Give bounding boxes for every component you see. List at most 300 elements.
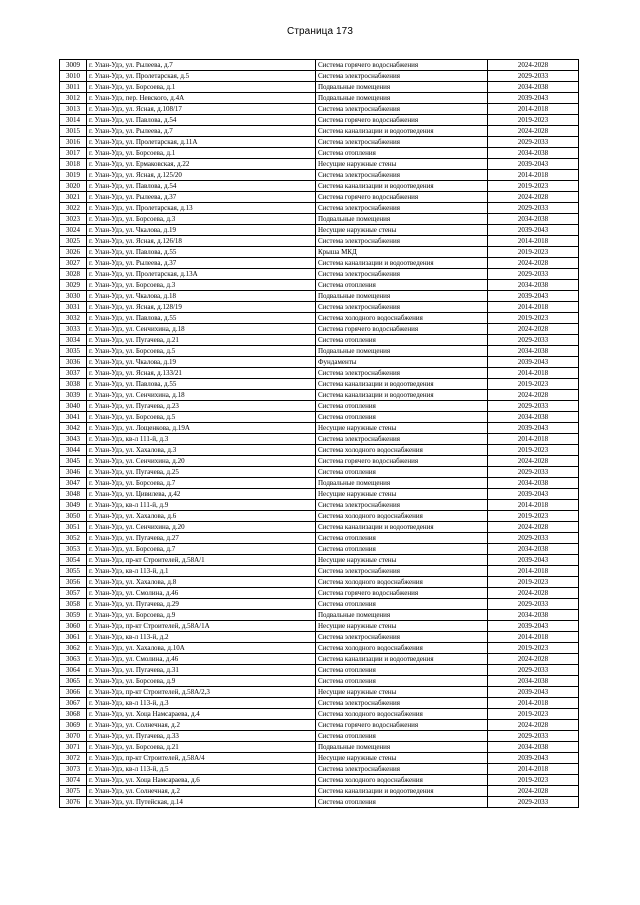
work-type: Несущие наружные стены	[316, 159, 488, 170]
table-row	[60, 93, 579, 104]
house-address: г. Улан-Удэ, ул. Павлова, д.55	[87, 247, 316, 258]
house-address: г. Улан-Удэ, ул. Солнечная, д.2	[87, 720, 316, 731]
row-number: 3055	[60, 566, 87, 577]
repair-period: 2034-2038	[488, 478, 579, 489]
repair-period: 2014-2018	[488, 434, 579, 445]
repair-period: 2034-2038	[488, 280, 579, 291]
table-row	[60, 588, 579, 599]
repair-period: 2029-2033	[488, 797, 579, 808]
house-address: г. Улан-Удэ, ул. Пугачева, д.29	[87, 599, 316, 610]
house-address: г. Улан-Удэ, пр-кт Строителей, д.58А/4	[87, 753, 316, 764]
table-row	[60, 764, 579, 775]
work-type: Система электроснабжения	[316, 203, 488, 214]
table-row	[60, 181, 579, 192]
repair-period: 2039-2043	[488, 159, 579, 170]
repair-period: 2034-2038	[488, 346, 579, 357]
house-address: г. Улан-Удэ, ул. Борсоева, д.7	[87, 544, 316, 555]
house-address: г. Улан-Удэ, ул. Пугачева, д.25	[87, 467, 316, 478]
house-address: г. Улан-Удэ, ул. Пугачева, д.33	[87, 731, 316, 742]
row-number: 3041	[60, 412, 87, 423]
table-row	[60, 478, 579, 489]
row-number: 3018	[60, 159, 87, 170]
row-number: 3012	[60, 93, 87, 104]
work-type: Несущие наружные стены	[316, 621, 488, 632]
repair-period: 2014-2018	[488, 302, 579, 313]
table-row	[60, 467, 579, 478]
work-type: Система отопления	[316, 401, 488, 412]
house-address: г. Улан-Удэ, ул. Пролетарская, д.13А	[87, 269, 316, 280]
row-number: 3076	[60, 797, 87, 808]
repair-period: 2034-2038	[488, 148, 579, 159]
house-address: г. Улан-Удэ, ул. Лощенкова, д.19А	[87, 423, 316, 434]
table-row	[60, 137, 579, 148]
work-type: Фундаменты	[316, 357, 488, 368]
house-address: г. Улан-Удэ, ул. Рылеева, д.7	[87, 60, 316, 71]
repair-period: 2034-2038	[488, 214, 579, 225]
house-address: г. Улан-Удэ, ул. Павлова, д.55	[87, 379, 316, 390]
row-number: 3039	[60, 390, 87, 401]
table-row	[60, 709, 579, 720]
repair-period: 2034-2038	[488, 676, 579, 687]
row-number: 3025	[60, 236, 87, 247]
table-row	[60, 71, 579, 82]
house-address: г. Улан-Удэ, ул. Рылеева, д.37	[87, 258, 316, 269]
table-row	[60, 357, 579, 368]
row-number: 3040	[60, 401, 87, 412]
row-number: 3051	[60, 522, 87, 533]
work-type: Система электроснабжения	[316, 500, 488, 511]
repair-period: 2024-2028	[488, 126, 579, 137]
repair-period: 2024-2028	[488, 456, 579, 467]
repair-period: 2019-2023	[488, 247, 579, 258]
row-number: 3047	[60, 478, 87, 489]
work-type: Система электроснабжения	[316, 632, 488, 643]
table-row	[60, 236, 579, 247]
row-number: 3073	[60, 764, 87, 775]
repair-period: 2019-2023	[488, 775, 579, 786]
house-address: г. Улан-Удэ, кв-л 113-й, д.2	[87, 632, 316, 643]
work-type: Система отопления	[316, 148, 488, 159]
work-type: Система электроснабжения	[316, 434, 488, 445]
table-row	[60, 159, 579, 170]
house-address: г. Улан-Удэ, ул. Солнечная, д.2	[87, 786, 316, 797]
repair-period: 2024-2028	[488, 258, 579, 269]
row-number: 3067	[60, 698, 87, 709]
house-address: г. Улан-Удэ, ул. Хахалова, д.6	[87, 511, 316, 522]
row-number: 3063	[60, 654, 87, 665]
row-number: 3058	[60, 599, 87, 610]
house-address: г. Улан-Удэ, ул. Хоца Намсараева, д.6	[87, 775, 316, 786]
table-row	[60, 533, 579, 544]
repair-period: 2029-2033	[488, 533, 579, 544]
row-number: 3072	[60, 753, 87, 764]
house-address: г. Улан-Удэ, ул. Рылеева, д.37	[87, 192, 316, 203]
work-type: Система отопления	[316, 412, 488, 423]
repair-period: 2039-2043	[488, 687, 579, 698]
table-row	[60, 247, 579, 258]
repair-period: 2024-2028	[488, 324, 579, 335]
house-address: г. Улан-Удэ, ул. Хахалова, д.10А	[87, 643, 316, 654]
house-address: г. Улан-Удэ, ул. Борсоева, д.9	[87, 610, 316, 621]
row-number: 3062	[60, 643, 87, 654]
work-type: Система холодного водоснабжения	[316, 643, 488, 654]
row-number: 3071	[60, 742, 87, 753]
table-row	[60, 82, 579, 93]
work-type: Система отопления	[316, 676, 488, 687]
repair-period: 2024-2028	[488, 390, 579, 401]
row-number: 3052	[60, 533, 87, 544]
table-row	[60, 731, 579, 742]
row-number: 3074	[60, 775, 87, 786]
row-number: 3037	[60, 368, 87, 379]
work-type: Система горячего водоснабжения	[316, 115, 488, 126]
house-address: г. Улан-Удэ, ул. Пугачева, д.31	[87, 665, 316, 676]
repair-period: 2019-2023	[488, 577, 579, 588]
work-type: Система горячего водоснабжения	[316, 456, 488, 467]
repair-period: 2024-2028	[488, 522, 579, 533]
work-type: Система канализации и водоотведения	[316, 379, 488, 390]
house-address: г. Улан-Удэ, ул. Цивилева, д.42	[87, 489, 316, 500]
repair-period: 2029-2033	[488, 203, 579, 214]
house-address: г. Улан-Удэ, ул. Павлова, д.54	[87, 181, 316, 192]
work-type: Система горячего водоснабжения	[316, 324, 488, 335]
work-type: Подвальные помещения	[316, 610, 488, 621]
repair-period: 2019-2023	[488, 643, 579, 654]
table-row	[60, 676, 579, 687]
work-type: Система холодного водоснабжения	[316, 577, 488, 588]
repair-period: 2019-2023	[488, 511, 579, 522]
row-number: 3045	[60, 456, 87, 467]
repair-period: 2039-2043	[488, 291, 579, 302]
row-number: 3070	[60, 731, 87, 742]
house-address: г. Улан-Удэ, ул. Борсоева, д.5	[87, 412, 316, 423]
table-row	[60, 60, 579, 71]
row-number: 3029	[60, 280, 87, 291]
work-type: Система горячего водоснабжения	[316, 60, 488, 71]
repair-period: 2029-2033	[488, 665, 579, 676]
repair-period: 2029-2033	[488, 401, 579, 412]
table-row	[60, 313, 579, 324]
row-number: 3016	[60, 137, 87, 148]
row-number: 3009	[60, 60, 87, 71]
table-row	[60, 797, 579, 808]
row-number: 3028	[60, 269, 87, 280]
table-row	[60, 643, 579, 654]
table-row	[60, 566, 579, 577]
house-address: г. Улан-Удэ, пр-кт Строителей, д.58А/1А	[87, 621, 316, 632]
table-row	[60, 423, 579, 434]
work-type: Подвальные помещения	[316, 214, 488, 225]
repair-period: 2024-2028	[488, 654, 579, 665]
table-row	[60, 489, 579, 500]
work-type: Система отопления	[316, 731, 488, 742]
repair-period: 2019-2023	[488, 313, 579, 324]
work-type: Подвальные помещения	[316, 478, 488, 489]
repair-period: 2029-2033	[488, 335, 579, 346]
table-row	[60, 214, 579, 225]
work-type: Несущие наружные стены	[316, 423, 488, 434]
house-address: г. Улан-Удэ, кв-л 111-й, д.9	[87, 500, 316, 511]
table-row	[60, 390, 579, 401]
table-row	[60, 720, 579, 731]
repair-period: 2014-2018	[488, 632, 579, 643]
table-row	[60, 170, 579, 181]
work-type: Система канализации и водоотведения	[316, 786, 488, 797]
house-address: г. Улан-Удэ, ул. Ясная, д.128/19	[87, 302, 316, 313]
work-type: Система отопления	[316, 797, 488, 808]
house-address: г. Улан-Удэ, кв-л 111-й, д.3	[87, 434, 316, 445]
repair-period: 2034-2038	[488, 610, 579, 621]
table-row	[60, 104, 579, 115]
work-type: Система электроснабжения	[316, 566, 488, 577]
house-address: г. Улан-Удэ, ул. Борсоева, д.3	[87, 214, 316, 225]
work-type: Система горячего водоснабжения	[316, 720, 488, 731]
work-type: Система электроснабжения	[316, 698, 488, 709]
table-row	[60, 126, 579, 137]
table-row	[60, 401, 579, 412]
row-number: 3014	[60, 115, 87, 126]
row-number: 3033	[60, 324, 87, 335]
row-number: 3059	[60, 610, 87, 621]
row-number: 3057	[60, 588, 87, 599]
work-type: Система холодного водоснабжения	[316, 511, 488, 522]
table-row	[60, 203, 579, 214]
house-address: г. Улан-Удэ, ул. Пролетарская, д.5	[87, 71, 316, 82]
table-row	[60, 577, 579, 588]
house-address: г. Улан-Удэ, ул. Ясная, д.108/17	[87, 104, 316, 115]
work-type: Система горячего водоснабжения	[316, 588, 488, 599]
row-number: 3010	[60, 71, 87, 82]
table-row	[60, 786, 579, 797]
house-address: г. Улан-Удэ, ул. Сенчихина, д.18	[87, 324, 316, 335]
house-address: г. Улан-Удэ, ул. Сенчихина, д.20	[87, 456, 316, 467]
row-number: 3031	[60, 302, 87, 313]
row-number: 3022	[60, 203, 87, 214]
work-type: Система отопления	[316, 335, 488, 346]
work-type: Подвальные помещения	[316, 742, 488, 753]
table-row	[60, 192, 579, 203]
table-row	[60, 456, 579, 467]
work-type: Система электроснабжения	[316, 368, 488, 379]
repair-period: 2034-2038	[488, 544, 579, 555]
house-address: г. Улан-Удэ, ул. Борсоева, д.21	[87, 742, 316, 753]
repair-period: 2039-2043	[488, 225, 579, 236]
table-row	[60, 632, 579, 643]
repair-period: 2039-2043	[488, 357, 579, 368]
house-address: г. Улан-Удэ, ул. Смолина, д.46	[87, 654, 316, 665]
table-body	[60, 60, 579, 808]
row-number: 3027	[60, 258, 87, 269]
house-address: г. Улан-Удэ, ул. Чкалова, д.19	[87, 357, 316, 368]
repair-period: 2029-2033	[488, 599, 579, 610]
work-type: Система отопления	[316, 544, 488, 555]
work-type: Система электроснабжения	[316, 71, 488, 82]
table-row	[60, 742, 579, 753]
repair-period: 2039-2043	[488, 621, 579, 632]
work-type: Несущие наружные стены	[316, 687, 488, 698]
house-address: г. Улан-Удэ, ул. Хахалова, д.3	[87, 445, 316, 456]
work-type: Подвальные помещения	[316, 93, 488, 104]
row-number: 3054	[60, 555, 87, 566]
row-number: 3053	[60, 544, 87, 555]
row-number: 3064	[60, 665, 87, 676]
house-address: г. Улан-Удэ, пр-кт Строителей, д.58А/2,3	[87, 687, 316, 698]
repair-period: 2039-2043	[488, 423, 579, 434]
work-type: Подвальные помещения	[316, 82, 488, 93]
repair-period: 2029-2033	[488, 731, 579, 742]
work-type: Система отопления	[316, 533, 488, 544]
work-type: Система канализации и водоотведения	[316, 258, 488, 269]
work-type: Система канализации и водоотведения	[316, 654, 488, 665]
work-type: Подвальные помещения	[316, 346, 488, 357]
house-address: г. Улан-Удэ, ул. Пролетарская, д.11А	[87, 137, 316, 148]
repair-period: 2014-2018	[488, 170, 579, 181]
house-address: г. Улан-Удэ, ул. Хахалова, д.8	[87, 577, 316, 588]
work-type: Несущие наружные стены	[316, 753, 488, 764]
row-number: 3075	[60, 786, 87, 797]
repair-period: 2029-2033	[488, 71, 579, 82]
table-row	[60, 335, 579, 346]
table-row	[60, 324, 579, 335]
repair-period: 2029-2033	[488, 467, 579, 478]
row-number: 3011	[60, 82, 87, 93]
row-number: 3065	[60, 676, 87, 687]
page-title: Страница 173	[287, 26, 353, 37]
house-address: г. Улан-Удэ, ул. Пугачева, д.23	[87, 401, 316, 412]
house-address: г. Улан-Удэ, ул. Борсоева, д.9	[87, 676, 316, 687]
table-row	[60, 544, 579, 555]
table-row	[60, 379, 579, 390]
work-type: Система канализации и водоотведения	[316, 522, 488, 533]
row-number: 3034	[60, 335, 87, 346]
house-address: г. Улан-Удэ, ул. Путейская, д.14	[87, 797, 316, 808]
repair-period: 2029-2033	[488, 137, 579, 148]
repair-period: 2019-2023	[488, 181, 579, 192]
work-type: Система холодного водоснабжения	[316, 709, 488, 720]
row-number: 3023	[60, 214, 87, 225]
house-address: г. Улан-Удэ, ул. Борсоева, д.1	[87, 82, 316, 93]
house-address: г. Улан-Удэ, ул. Чкалова, д.19	[87, 225, 316, 236]
table-row	[60, 412, 579, 423]
work-type: Система отопления	[316, 467, 488, 478]
row-number: 3049	[60, 500, 87, 511]
table-row	[60, 511, 579, 522]
row-number: 3060	[60, 621, 87, 632]
house-address: г. Улан-Удэ, ул. Сенчихина, д.20	[87, 522, 316, 533]
table-row	[60, 445, 579, 456]
row-number: 3068	[60, 709, 87, 720]
table-row	[60, 775, 579, 786]
row-number: 3032	[60, 313, 87, 324]
work-type: Несущие наружные стены	[316, 555, 488, 566]
work-type: Несущие наружные стены	[316, 225, 488, 236]
row-number: 3046	[60, 467, 87, 478]
repair-period: 2014-2018	[488, 698, 579, 709]
table-row	[60, 555, 579, 566]
table-row	[60, 148, 579, 159]
house-address: г. Улан-Удэ, ул. Пугачева, д.27	[87, 533, 316, 544]
table-row	[60, 599, 579, 610]
row-number: 3013	[60, 104, 87, 115]
work-type: Система электроснабжения	[316, 764, 488, 775]
repair-period: 2024-2028	[488, 588, 579, 599]
row-number: 3038	[60, 379, 87, 390]
house-address: г. Улан-Удэ, ул. Ясная, д.133/21	[87, 368, 316, 379]
table-row	[60, 258, 579, 269]
repair-schedule-table	[59, 59, 579, 808]
row-number: 3021	[60, 192, 87, 203]
table-row	[60, 302, 579, 313]
repair-period: 2014-2018	[488, 236, 579, 247]
table-row	[60, 753, 579, 764]
repair-period: 2034-2038	[488, 742, 579, 753]
repair-period: 2024-2028	[488, 192, 579, 203]
house-address: г. Улан-Удэ, пер. Невского, д.4А	[87, 93, 316, 104]
table-row	[60, 280, 579, 291]
row-number: 3066	[60, 687, 87, 698]
repair-period: 2019-2023	[488, 445, 579, 456]
repair-period: 2039-2043	[488, 93, 579, 104]
repair-period: 2024-2028	[488, 60, 579, 71]
house-address: г. Улан-Удэ, ул. Чкалова, д.18	[87, 291, 316, 302]
repair-period: 2014-2018	[488, 104, 579, 115]
work-type: Система отопления	[316, 599, 488, 610]
repair-period: 2024-2028	[488, 786, 579, 797]
work-type: Система электроснабжения	[316, 170, 488, 181]
work-type: Крыша МКД	[316, 247, 488, 258]
house-address: г. Улан-Удэ, ул. Рылеева, д.7	[87, 126, 316, 137]
table-row	[60, 522, 579, 533]
work-type: Система электроснабжения	[316, 137, 488, 148]
row-number: 3050	[60, 511, 87, 522]
work-type: Система холодного водоснабжения	[316, 445, 488, 456]
row-number: 3035	[60, 346, 87, 357]
repair-period: 2014-2018	[488, 764, 579, 775]
house-address: г. Улан-Удэ, ул. Пролетарская, д.13	[87, 203, 316, 214]
work-type: Система холодного водоснабжения	[316, 313, 488, 324]
table-row	[60, 115, 579, 126]
row-number: 3026	[60, 247, 87, 258]
work-type: Система горячего водоснабжения	[316, 192, 488, 203]
row-number: 3042	[60, 423, 87, 434]
table-row	[60, 654, 579, 665]
house-address: г. Улан-Удэ, ул. Сенчихина, д.18	[87, 390, 316, 401]
row-number: 3048	[60, 489, 87, 500]
house-address: г. Улан-Удэ, ул. Павлова, д.54	[87, 115, 316, 126]
work-type: Система канализации и водоотведения	[316, 390, 488, 401]
work-type: Система канализации и водоотведения	[316, 181, 488, 192]
repair-period: 2034-2038	[488, 82, 579, 93]
repair-period: 2039-2043	[488, 489, 579, 500]
row-number: 3020	[60, 181, 87, 192]
row-number: 3044	[60, 445, 87, 456]
house-address: г. Улан-Удэ, пр-кт Строителей, д.58А/1	[87, 555, 316, 566]
table-row	[60, 291, 579, 302]
row-number: 3036	[60, 357, 87, 368]
house-address: г. Улан-Удэ, ул. Смолина, д.46	[87, 588, 316, 599]
work-type: Система отопления	[316, 665, 488, 676]
house-address: г. Улан-Удэ, ул. Борсоева, д.1	[87, 148, 316, 159]
house-address: г. Улан-Удэ, кв-л 113-й, д.1	[87, 566, 316, 577]
house-address: г. Улан-Удэ, ул. Хоца Намсараева, д.4	[87, 709, 316, 720]
work-type: Система электроснабжения	[316, 104, 488, 115]
house-address: г. Улан-Удэ, ул. Борсоева, д.7	[87, 478, 316, 489]
row-number: 3024	[60, 225, 87, 236]
house-address: г. Улан-Удэ, ул. Борсоева, д.5	[87, 346, 316, 357]
row-number: 3069	[60, 720, 87, 731]
work-type: Система холодного водоснабжения	[316, 775, 488, 786]
house-address: г. Улан-Удэ, ул. Борсоева, д.3	[87, 280, 316, 291]
